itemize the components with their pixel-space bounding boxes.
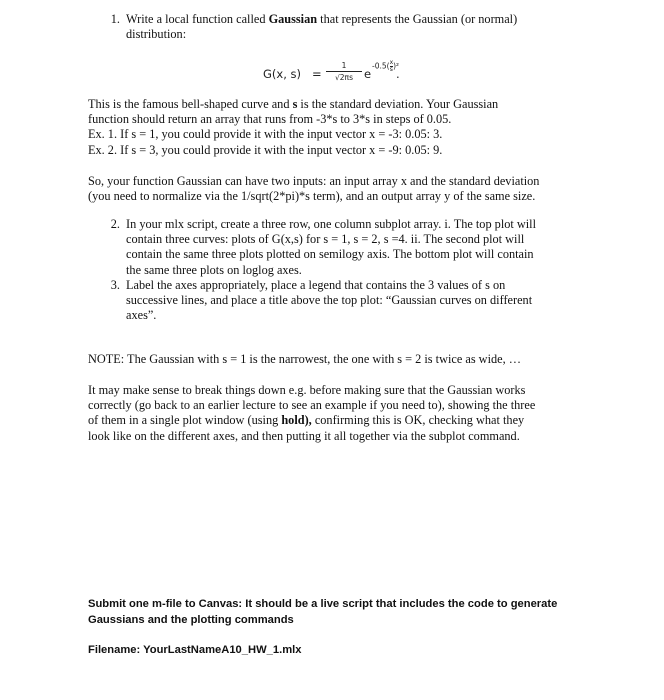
formula-denominator: √2πs [335, 73, 353, 82]
item-2-line-1: In your mlx script, create a three row, one column subplot array. i. The top plot will [126, 217, 537, 231]
fraction-bar [326, 71, 362, 72]
formula-equals: = [312, 67, 322, 81]
hold-bold: hold), [281, 413, 312, 428]
item-3-line-2: successive lines, and place a title above the top plot: “Gaussian curves on different [126, 293, 533, 308]
para-3-line-3: of them in a single plot window (using hold), confirming this is OK, checking what they [88, 413, 525, 428]
item-2-line-3: contain the same three plots plotted on semilogy axis. The bottom plot will contain [126, 247, 534, 262]
para-1-line-1: This is the famous bell-shaped curve and s is the standard deviation. Your Gaussian [88, 97, 499, 111]
submit-line-2: Gaussians and the plotting commands [88, 614, 294, 626]
note-line-1: NOTE: The Gaussian with s = 1 is the narrowest, the one with s = 2 is twice as wide, … [88, 352, 522, 366]
formula-exponent: -0.5( $\frac{x}{s}$ )² [372, 59, 400, 73]
formula-lhs: G(x, s) [263, 67, 301, 81]
para-3-line-4: look like on the different axes, and then putting it all together via the subplot command. [88, 428, 520, 443]
submit-line-1: Submit one m-file to Canvas: It should be a live script that includes the code to generate [88, 598, 558, 610]
formula-fraction [326, 61, 362, 82]
filename [88, 642, 301, 658]
paragraph-description [88, 97, 498, 158]
para-1-line-4: Ex. 2. If s = 3, you could provide it with the input vector x = -9: 0.05: 9. [88, 142, 443, 157]
para-1-line-2: function should return an array that runs from -3*s to 3*s in steps of 0.05. [88, 112, 452, 127]
gaussian-function-name: Gaussian [268, 12, 318, 26]
formula-base: e [364, 67, 372, 81]
note [88, 352, 521, 367]
paragraph-advice [88, 383, 535, 444]
paragraph-inputs [88, 174, 539, 204]
item-1-number: 1. [110, 12, 120, 26]
item-3-line-3: axes”. [126, 308, 157, 323]
item-1-line-2: distribution: [126, 27, 187, 42]
item-1-line-1: Write a local function called Gaussian that represents the Gaussian (or normal) [126, 12, 518, 26]
item-2-line-2: contain three curves: plots of G(x,s) for s = 1, s = 2, s =4. ii. The second plot will [126, 232, 525, 247]
submit-instructions [88, 596, 557, 628]
para-2-line-1: So, your function Gaussian can have two inputs: an input array x and the standard deviation [88, 174, 540, 188]
s-bold: s [292, 97, 298, 111]
para-3-line-1: It may make sense to break things down e.g. before making sure that the Gaussian works [88, 383, 526, 397]
para-3-line-2: correctly (go back to an earlier lecture to see an example if you need to), showing the three [88, 398, 536, 413]
para-2-line-2: (you need to normalize via the 1/sqrt(2*pi)*s term), and an output array y of the same size. [88, 189, 536, 204]
formula-numerator: 1 [341, 61, 347, 70]
item-2-number: 2. [110, 217, 120, 231]
formula-period: . [396, 67, 400, 81]
item-2-line-4: the same three plots on loglog axes. [126, 262, 302, 277]
item-3-number: 3. [110, 278, 120, 292]
filename-text: Filename: YourLastNameA10_HW_1.mlx [88, 644, 302, 656]
item-3-line-1: Label the axes appropriately, place a legend that contains the 3 values of s on [126, 278, 506, 292]
para-1-line-3: Ex. 1. If s = 1, you could provide it with the input vector x = -3: 0.05: 3. [88, 127, 443, 142]
